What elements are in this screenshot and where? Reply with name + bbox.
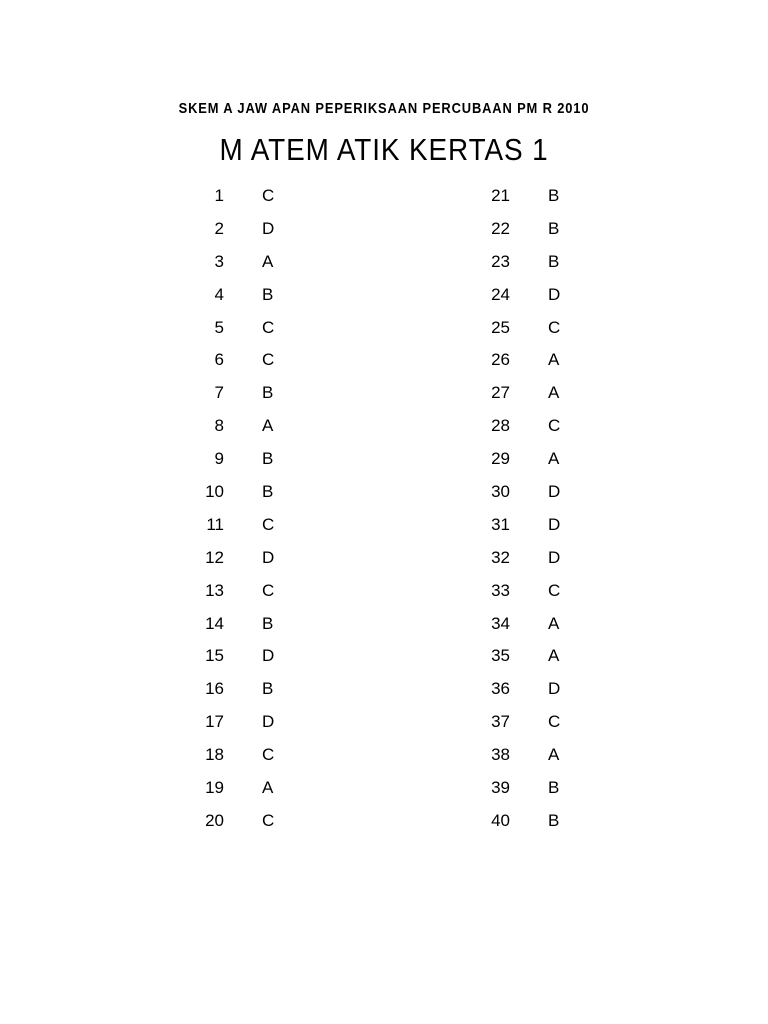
answer-row (190, 774, 320, 807)
answer-row (476, 807, 606, 840)
question-number: 7 (214, 383, 224, 403)
answer-letter: B (548, 810, 560, 830)
answer-letter: A (548, 646, 560, 666)
question-number: 20 (205, 810, 224, 830)
answer-letter: B (548, 218, 560, 238)
answer-row (190, 642, 320, 675)
answer-row (476, 610, 606, 643)
answer-row (476, 774, 606, 807)
answer-row (190, 281, 320, 314)
question-number: 2 (214, 218, 224, 238)
answer-letter: D (262, 646, 275, 666)
answer-letter: C (262, 350, 275, 370)
answer-row (190, 379, 320, 412)
question-number: 25 (491, 317, 510, 337)
question-number: 24 (491, 284, 510, 304)
answer-row (476, 642, 606, 675)
answer-row (476, 478, 606, 511)
answer-row (476, 314, 606, 347)
question-number: 31 (491, 514, 510, 534)
answer-letter: D (262, 547, 275, 567)
answer-letter: D (548, 482, 561, 502)
question-number: 9 (214, 449, 224, 469)
answer-row (190, 478, 320, 511)
answer-row (190, 248, 320, 281)
answer-row (476, 182, 606, 215)
answer-row (190, 708, 320, 741)
answer-letter: C (262, 186, 275, 205)
answer-row (476, 281, 606, 314)
answer-letter: B (262, 482, 274, 502)
answer-row (476, 708, 606, 741)
question-number: 8 (214, 416, 224, 436)
answer-letter: C (262, 317, 275, 337)
answer-letter: C (262, 580, 275, 600)
answer-row (476, 248, 606, 281)
answer-letter: C (548, 317, 561, 337)
question-number: 17 (205, 712, 224, 732)
answer-row (190, 610, 320, 643)
answer-row (190, 577, 320, 610)
question-number: 26 (491, 350, 510, 370)
question-number: 30 (491, 482, 510, 502)
answer-letter: B (262, 679, 274, 699)
answer-row (476, 577, 606, 610)
answer-letter: B (262, 383, 274, 403)
question-number: 5 (214, 317, 224, 337)
answer-letter: D (548, 547, 561, 567)
answer-letter: A (548, 350, 560, 370)
answer-letter: A (548, 449, 560, 469)
answer-row (190, 412, 320, 445)
answer-row (190, 445, 320, 478)
question-number: 16 (205, 679, 224, 699)
question-number: 28 (491, 416, 510, 436)
question-number: 13 (205, 580, 224, 600)
question-number: 23 (491, 251, 510, 271)
question-number: 34 (491, 613, 510, 633)
answer-letter: B (548, 251, 560, 271)
answer-letter: A (262, 778, 274, 798)
answer-letter: D (262, 218, 275, 238)
question-number: 22 (491, 218, 510, 238)
answer-column-left (190, 182, 320, 840)
answer-letter: A (262, 251, 274, 271)
question-number: 29 (491, 449, 510, 469)
answer-row (190, 182, 320, 215)
question-number: 11 (206, 514, 224, 534)
question-number: 19 (205, 778, 224, 798)
answer-letter: C (548, 580, 561, 600)
answer-row (190, 346, 320, 379)
question-number: 18 (205, 745, 224, 765)
question-number: 6 (214, 350, 224, 370)
answer-row (476, 379, 606, 412)
answer-letter: B (262, 613, 274, 633)
answer-row (190, 511, 320, 544)
answer-letter: C (548, 416, 561, 436)
answer-letter: A (548, 613, 560, 633)
answer-letter: D (262, 712, 275, 732)
answer-row (190, 544, 320, 577)
answer-row (476, 215, 606, 248)
question-number: 32 (491, 547, 510, 567)
question-number: 10 (205, 482, 224, 502)
answer-letter: C (548, 712, 561, 732)
answer-letter: C (262, 514, 275, 534)
question-number: 39 (491, 778, 510, 798)
answer-row (476, 741, 606, 774)
answer-letter: C (262, 810, 275, 830)
question-number: 38 (491, 745, 510, 765)
answer-row (190, 807, 320, 840)
question-number: 15 (205, 646, 224, 666)
document-title: M ATEM ATIK KERTAS 1 (219, 132, 549, 167)
question-number: 4 (214, 284, 224, 304)
answer-row (190, 675, 320, 708)
answer-letter: B (548, 778, 560, 798)
question-number: 27 (491, 383, 510, 403)
question-number: 3 (214, 251, 224, 271)
question-number: 36 (491, 679, 510, 699)
answer-row (190, 314, 320, 347)
answer-letter: A (548, 745, 560, 765)
answer-letter: A (262, 416, 274, 436)
answer-letter: C (262, 745, 275, 765)
answer-row (190, 215, 320, 248)
answer-letter: D (548, 679, 561, 699)
answer-letter: D (548, 284, 561, 304)
answer-row (476, 346, 606, 379)
answer-row (476, 412, 606, 445)
question-number: 1 (214, 186, 224, 205)
answer-letter: B (262, 449, 274, 469)
answer-letter: B (548, 186, 560, 205)
answer-letter: B (262, 284, 274, 304)
question-number: 37 (491, 712, 510, 732)
question-number: 14 (205, 613, 224, 633)
question-number: 33 (491, 580, 510, 600)
answer-row (476, 675, 606, 708)
question-number: 12 (205, 547, 224, 567)
question-number: 40 (491, 810, 510, 830)
answer-row (190, 741, 320, 774)
answer-row (476, 544, 606, 577)
answer-row (476, 511, 606, 544)
document-header: SKEM A JAW APAN PEPERIKSAAN PERCUBAAN PM R 2010 (178, 100, 590, 117)
answer-letter: A (548, 383, 560, 403)
answer-column-right (476, 182, 606, 840)
question-number: 35 (491, 646, 510, 666)
answer-row (476, 445, 606, 478)
question-number: 21 (491, 186, 510, 205)
answer-letter: D (548, 514, 561, 534)
